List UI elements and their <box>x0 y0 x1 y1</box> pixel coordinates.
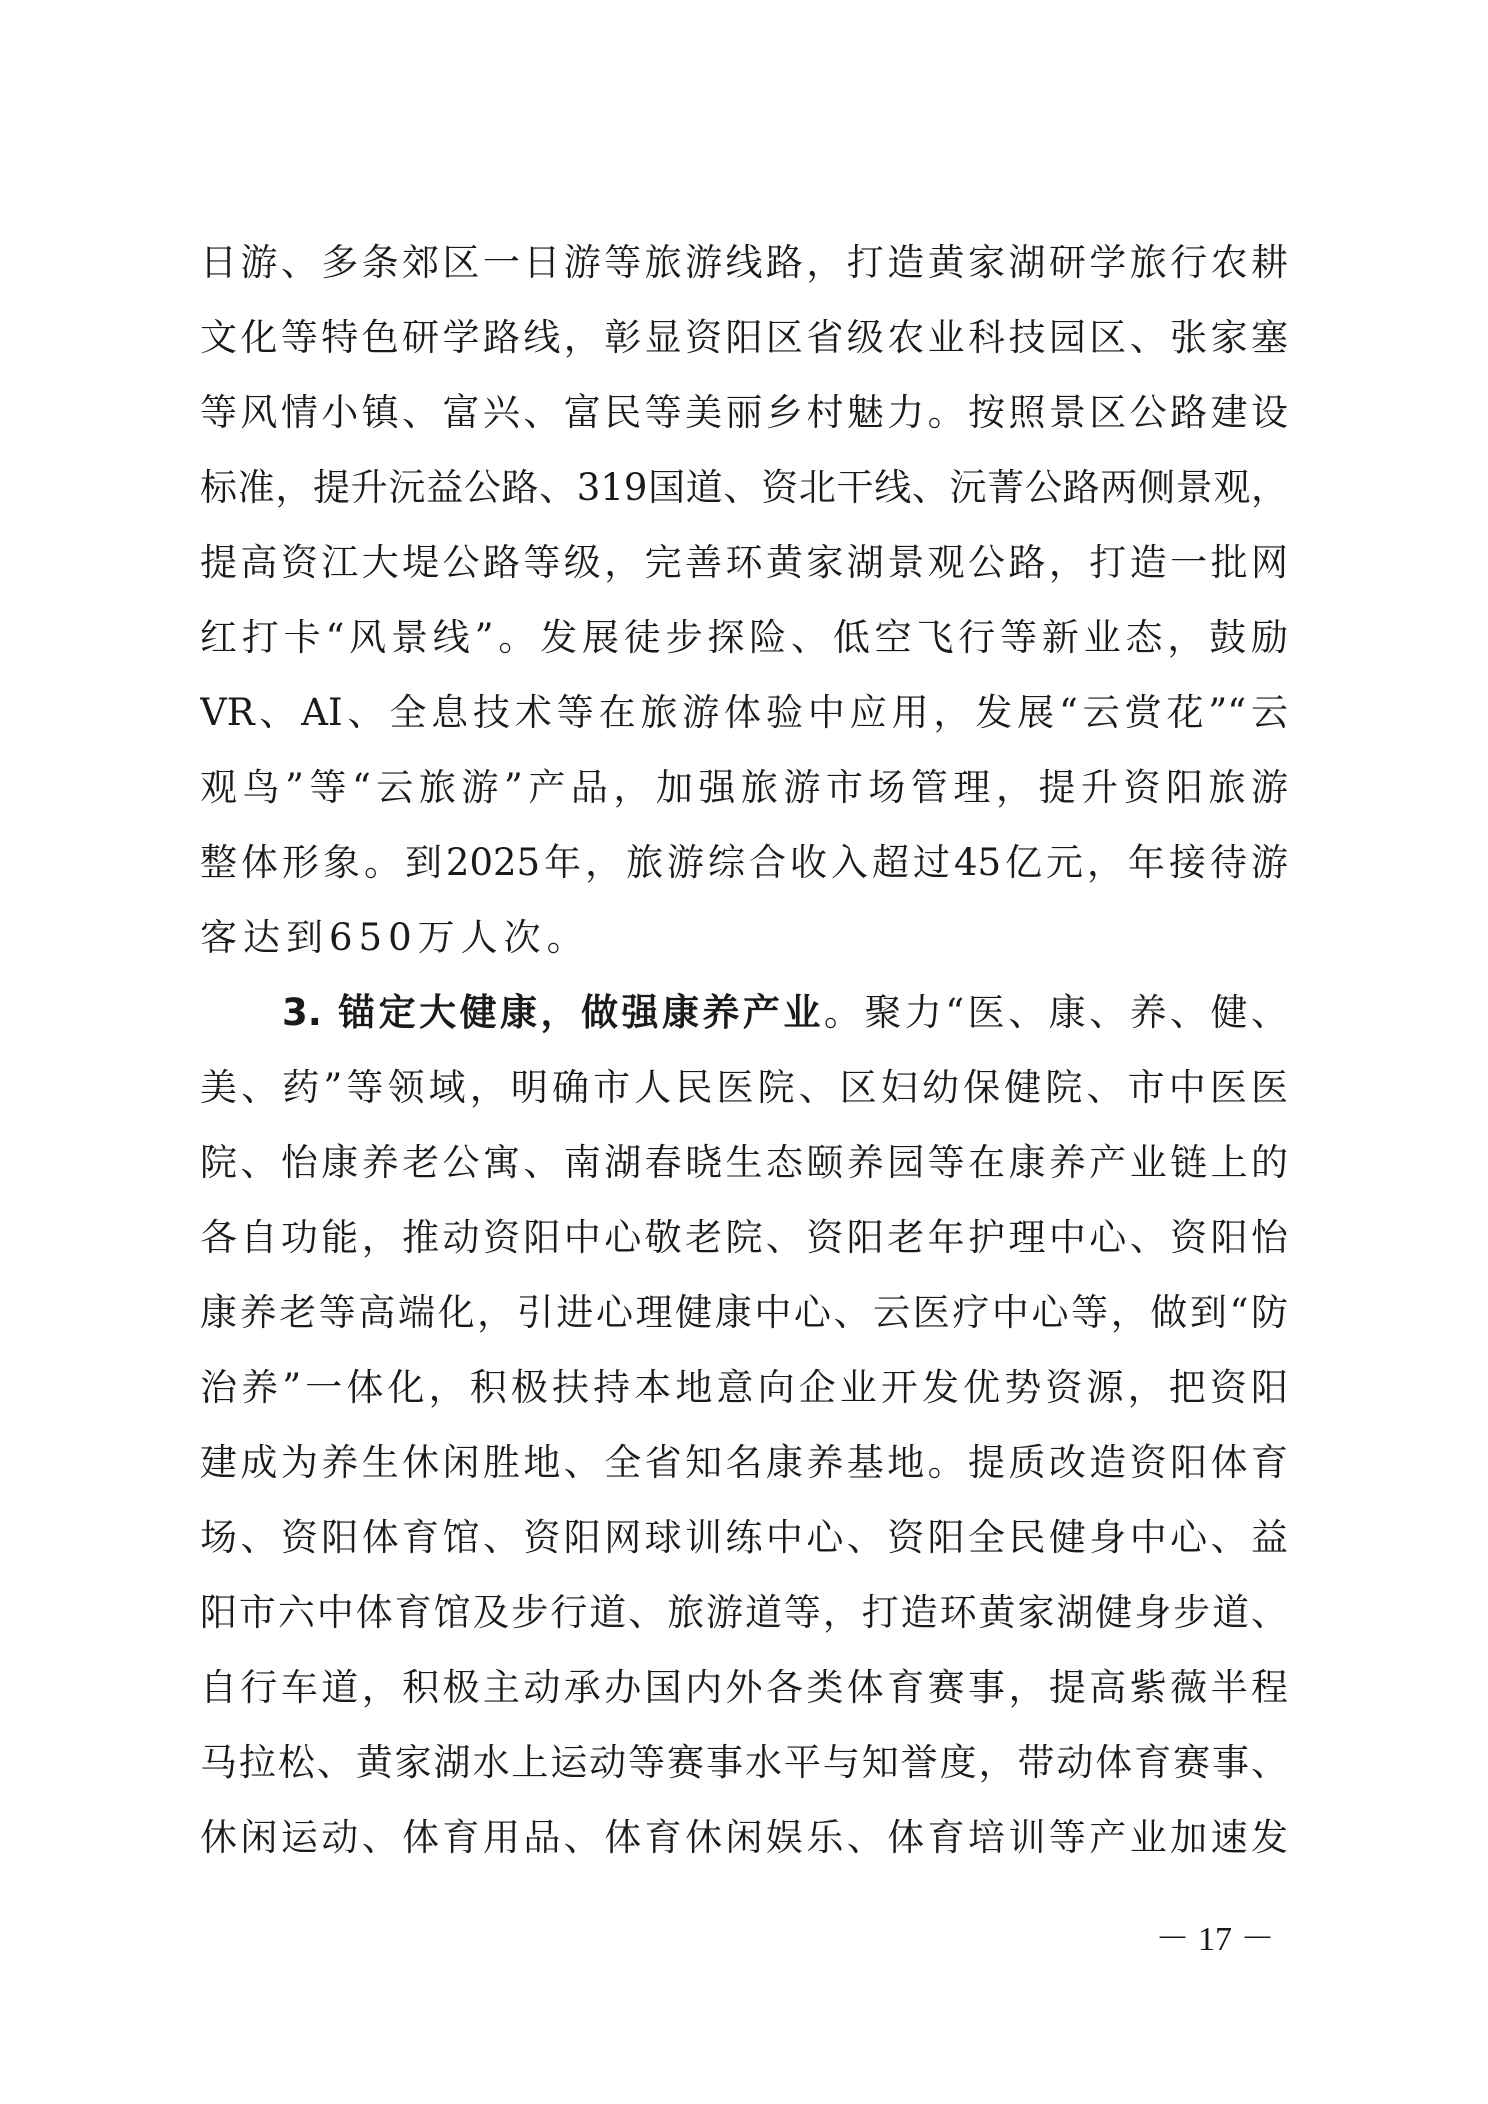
text-line: 观鸟”等“云旅游”产品，加强旅游市场管理，提升资阳旅游 <box>200 766 1288 809</box>
text-line: 等风情小镇、富兴、富民等美丽乡村魅力。按照景区公路建设 <box>200 391 1288 434</box>
text-line: 自行车道，积极主动承办国内外各类体育赛事，提高紫薇半程 <box>200 1666 1288 1709</box>
text-line: 美、药”等领域，明确市人民医院、区妇幼保健院、市中医医 <box>200 1066 1288 1109</box>
text-line: 治养”一体化，积极扶持本地意向企业开发优势资源，把资阳 <box>200 1366 1288 1409</box>
text-line: 阳市六中体育馆及步行道、旅游道等，打造环黄家湖健身步道、 <box>200 1591 1288 1634</box>
text-line: 建成为养生休闲胜地、全省知名康养基地。提质改造资阳体育 <box>200 1441 1288 1484</box>
text-line: 整体形象。到2025年，旅游综合收入超过45亿元，年接待游 <box>200 841 1288 884</box>
text-line: 文化等特色研学路线，彰显资阳区省级农业科技园区、张家塞 <box>200 316 1288 359</box>
text-line-content: 客达到650万人次。 <box>200 916 590 959</box>
text-line: 各自功能，推动资阳中心敬老院、资阳老年护理中心、资阳怡 <box>200 1216 1288 1259</box>
paragraph-tourism <box>200 225 1288 975</box>
text-line: 日游、多条郊区一日游等旅游线路，打造黄家湖研学旅行农耕 <box>200 241 1288 284</box>
page-number: － 17 － <box>1155 1921 1275 1958</box>
text-line: 场、资阳体育馆、资阳网球训练中心、资阳全民健身中心、益 <box>200 1516 1288 1559</box>
text-line: 标准，提升沅益公路、319国道、资北干线、沅菁公路两侧景观， <box>200 466 1288 509</box>
text-line: 康养老等高端化，引进心理健康中心、云医疗中心等，做到“防 <box>200 1291 1288 1334</box>
text-line <box>200 900 1288 975</box>
text-line: 休闲运动、体育用品、体育休闲娱乐、体育培训等产业加速发 <box>200 1816 1288 1859</box>
text-line-heading <box>200 975 1288 1050</box>
text-line: 提高资江大堤公路等级，完善环黄家湖景观公路，打造一批网 <box>200 541 1288 584</box>
section-heading: 3. 锚定大健康，做强康养产业 <box>282 991 824 1034</box>
body-text <box>200 225 1288 1875</box>
text-line: 院、怡康养老公寓、南湖春晓生态颐养园等在康养产业链上的 <box>200 1141 1288 1184</box>
text-line: 马拉松、黄家湖水上运动等赛事水平与知誉度，带动体育赛事、 <box>200 1741 1288 1784</box>
paragraph-health <box>200 975 1288 1875</box>
heading-line-rest: 。聚力“医、康、养、健、 <box>823 991 1288 1034</box>
text-line: VR、AI、全息技术等在旅游体验中应用，发展“云赏花”“云 <box>200 691 1288 734</box>
text-line: 红打卡“风景线”。发展徒步探险、低空飞行等新业态，鼓励 <box>200 616 1288 659</box>
